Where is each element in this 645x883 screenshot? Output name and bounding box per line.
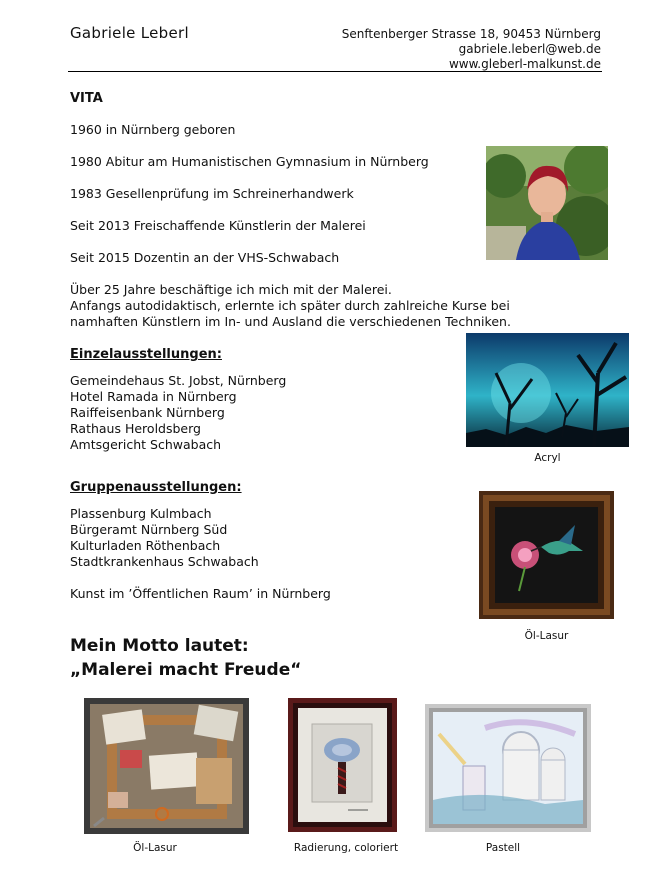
caption-acryl: Acryl	[534, 452, 561, 464]
list-item: Rathaus Heroldsberg	[70, 421, 201, 436]
header-divider	[68, 71, 602, 72]
caption-oel-lasur-bottom: Öl-Lasur	[133, 842, 177, 854]
gruppen-heading: Gruppenausstellungen:	[70, 480, 242, 495]
motto-line: „Malerei macht Freude“	[70, 660, 302, 680]
vita-item: Seit 2013 Freischaffende Künstlerin der Malerei	[70, 218, 366, 233]
radierung-painting-framed	[288, 698, 397, 832]
paragraph-line: namhaften Künstlern im In- und Ausland die verschiedenen Techniken.	[70, 314, 511, 329]
pastell-painting	[425, 704, 591, 832]
motto-line: Mein Motto lautet:	[70, 636, 249, 656]
vita-item: 1980 Abitur am Humanistischen Gymnasium in Nürnberg	[70, 154, 429, 169]
list-item: Raiffeisenbank Nürnberg	[70, 405, 225, 420]
list-item: Hotel Ramada in Nürnberg	[70, 389, 237, 404]
vita-item: Seit 2015 Dozentin an der VHS-Schwabach	[70, 250, 340, 265]
vita-item: 1983 Gesellenprüfung im Schreinerhandwerk	[70, 186, 354, 201]
oel-lasur-collage-painting	[84, 698, 249, 834]
motto	[70, 634, 301, 682]
einzel-heading: Einzelausstellungen:	[70, 347, 222, 362]
list-item: Gemeindehaus St. Jobst, Nürnberg	[70, 373, 287, 388]
caption-pastell: Pastell	[485, 842, 521, 854]
vita-item: 1960 in Nürnberg geboren	[70, 122, 236, 137]
contact-block	[342, 27, 601, 72]
email-line: gabriele.leberl@web.de	[458, 42, 601, 56]
portrait-photo	[486, 146, 608, 260]
list-item: Kulturladen Röthenbach	[70, 538, 221, 553]
caption-radierung: Radierung, coloriert	[293, 842, 399, 854]
list-item: Stadtkrankenhaus Schwabach	[70, 554, 259, 569]
artist-name: Gabriele Leberl	[70, 24, 189, 42]
address-line: Senftenberger Strasse 18, 90453 Nürnberg	[341, 27, 601, 41]
einzel-list	[70, 373, 286, 453]
list-item: Bürgeramt Nürnberg Süd	[70, 522, 228, 537]
caption-oel-lasur: Öl-Lasur	[524, 630, 569, 642]
acryl-painting	[466, 333, 629, 447]
paragraph-line: Über 25 Jahre beschäftige ich mich mit der Malerei.	[70, 282, 392, 297]
vita-heading: VITA	[70, 91, 103, 106]
website-line: www.gleberl-malkunst.de	[448, 57, 601, 71]
paragraph-line: Anfangs autodidaktisch, erlernte ich später durch zahlreiche Kurse bei	[70, 298, 510, 313]
list-item: Amtsgericht Schwabach	[70, 437, 222, 452]
gruppen-list	[70, 506, 259, 570]
public-space-item: Kunst im ’Öffentlichen Raum’ in Nürnberg	[70, 586, 331, 601]
oel-lasur-painting-framed	[479, 491, 614, 619]
list-item: Plassenburg Kulmbach	[70, 506, 212, 521]
vita-paragraph	[70, 282, 511, 330]
